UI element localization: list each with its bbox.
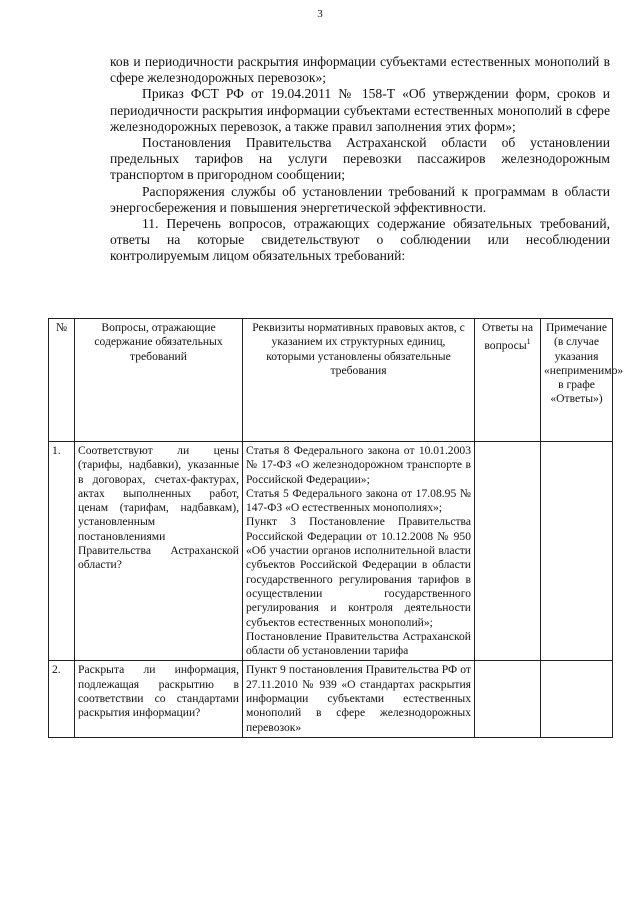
paragraph-fst-order: Приказ ФСТ РФ от 19.04.2011 № 158-Т «Об утверждении форм, сроков и периодичности раскрытия информации субъектами естественных монополий в сфере железнодорожных перевозок, а также правил заполнения этих форм»;	[110, 86, 610, 134]
row-requisites	[243, 442, 475, 661]
table-header-row	[49, 319, 613, 442]
requirements-table	[48, 318, 624, 738]
body-text	[110, 54, 610, 265]
table-row	[49, 442, 613, 661]
requisite-item: Пункт 3 Постановление Правительства Российской Федерации от 10.12.2008 № 950 «Об участии органов исполнительной власти субъектов Российской Федерации в области государственного регулирования тарифов в осуществлении государственного регулирования и контроля деятельности субъектов естественных монополий»;	[246, 515, 471, 629]
row-number: 2.	[49, 661, 75, 737]
paragraph-continuation: ков и периодичности раскрытия информации субъектами естественных монополий в сфере железнодорожных перевозок»;	[110, 54, 610, 86]
row-question: Раскрыта ли информация, подлежащая раскрытию в соответствии со стандартами раскрытия информации?	[75, 661, 243, 737]
requisite-item: Статья 5 Федерального закона от 17.08.95 № 147-ФЗ «О естественных монополиях»;	[246, 486, 471, 515]
row-answer	[475, 661, 541, 737]
row-question: Соответствуют ли цены (тарифы, надбавки), указанные в договорах, счетах-фактурах, актах выполненных работ, ценам (тарифам, надбавкам), установленным постановлениями Правительства Астраханской области?	[75, 442, 243, 661]
requisite-item: Пункт 9 постановления Правительства РФ от 27.11.2010 № 939 «О стандартах раскрытия информации субъектами естественных монополий в сфере железнодорожных перевозок»	[246, 663, 471, 734]
page-number: 3	[317, 8, 323, 20]
header-answers	[475, 319, 541, 442]
header-note: Примечание (в случае указания «неприменимо» в графе «Ответы»)	[541, 319, 613, 442]
paragraph-section-11: 11. Перечень вопросов, отражающих содержание обязательных требований, ответы на которые свидетельствуют о соблюдении или несоблюдении контролируемым лицом обязательных требований:	[110, 216, 610, 264]
row-note	[541, 442, 613, 661]
paragraph-service-orders: Распоряжения службы об установлении требований к программам в области энергосбережения и повышения энергетической эффективности.	[110, 183, 610, 215]
header-requisites: Реквизиты нормативных правовых актов, с указанием их структурных единиц, которыми установлены обязательные требования	[243, 319, 475, 442]
row-requisites	[243, 661, 475, 737]
header-answers-label: Ответы на вопросы	[481, 321, 534, 353]
header-answers-footnote: 1	[526, 337, 531, 347]
row-number: 1.	[49, 442, 75, 661]
header-questions: Вопросы, отражающие содержание обязательных требований	[75, 319, 243, 442]
header-num: №	[49, 319, 75, 442]
row-answer	[475, 442, 541, 661]
paragraph-government-resolutions: Постановления Правительства Астраханской области об установлении предельных тарифов на услуги перевозки пассажиров железнодорожным транспортом в пригородном сообщении;	[110, 135, 610, 183]
row-note	[541, 661, 613, 737]
requisite-item: Постановление Правительства Астраханской области об установлении тарифа	[246, 629, 471, 658]
table-row	[49, 661, 613, 737]
requisite-item: Статья 8 Федерального закона от 10.01.2003 № 17-ФЗ «О железнодорожном транспорте в Российской Федерации»;	[246, 444, 471, 486]
